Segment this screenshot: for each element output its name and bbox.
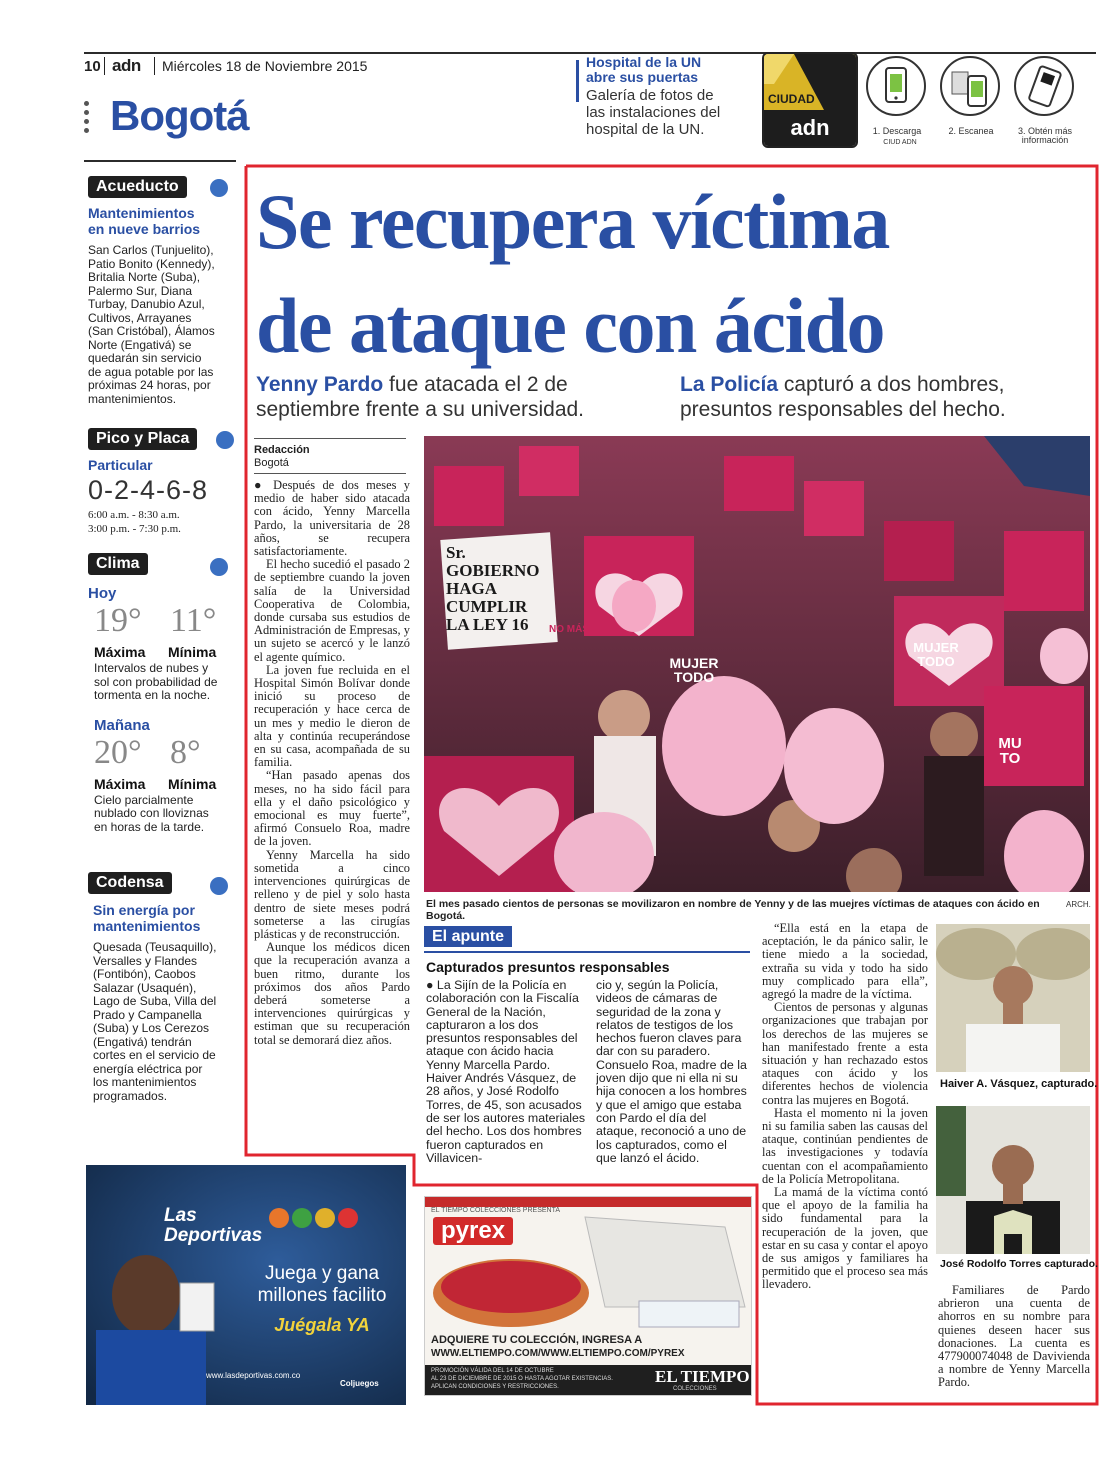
photo-caption: El mes pasado cientos de personas se movilizaron en nombre de Yenny y de las muejres víctimas de ataques con ácido en Bogotá. xyxy=(426,898,1040,922)
acueducto-line: Britalia Norte (Suba), xyxy=(88,270,201,284)
tomorrow-max: 20° xyxy=(94,733,142,771)
article-column-1 xyxy=(254,479,410,1139)
today-line: Intervalos de nubes y xyxy=(94,661,209,675)
body-paragraph: “Ella está en la etapa de aceptación, le da pánico salir, le tiene miedo a la sociedad, extraña su vida y todo ha sido muy complicado para ella”, agregó la madre de la víctima. xyxy=(762,922,928,1002)
codensa-label: Codensa xyxy=(88,872,172,894)
codensa-line: programados. xyxy=(93,1088,168,1103)
acueducto-line: quedarán sin servicio xyxy=(88,351,202,365)
today-line: tormenta en la noche. xyxy=(94,688,211,702)
deck-right-1: capturó a dos hombres, xyxy=(778,373,1005,396)
codensa-line: (Engativá) tendrán xyxy=(93,1034,192,1049)
tomorrow-line: nublado con lloviznas xyxy=(94,806,209,820)
body-paragraph: Cientos de personas y algunas organizaciones que trabajan por los derechos de las mujeres se han manifestado frente a esta situación y han rechazado estos ataques con ácido y los diferentes hechos de violencia contra las mujeres en Bogotá. xyxy=(762,1000,928,1107)
promo-text-1: Galería de fotos de xyxy=(586,87,714,104)
acueducto-line: mantenimientos. xyxy=(88,391,177,406)
step-label-1: 1. Descarga xyxy=(872,126,922,136)
protest-photo-illustration xyxy=(424,436,1090,892)
acueducto-line: (San Cristóbal), Álamos xyxy=(88,324,215,338)
codensa-line: energía eléctrica por xyxy=(93,1061,203,1076)
ad-deportivas-slogan-2: millones facilito xyxy=(257,1285,387,1306)
page-number: 10 xyxy=(84,58,101,75)
codensa-line: los mantenimientos xyxy=(93,1075,197,1089)
codensa-line: cortes en el servicio de xyxy=(93,1048,216,1062)
acueducto-label: Acueducto xyxy=(88,176,187,198)
deck-right xyxy=(680,372,1090,422)
body-paragraph: Yenny Marcella ha sido sometida a cinco intervenciones quirúrgicas de relleno y de piel y solo hasta dentro de siete meses podrá someterse a las cirugías plásticas y de reconstrucción. xyxy=(254,847,410,941)
apunte-tab xyxy=(424,928,538,946)
dateline: Miércoles 18 de Noviembre 2015 xyxy=(162,58,368,74)
body-paragraph: Hasta el momento ni la joven ni su familia saben las causas del ataque, continúan pendientes de las investigaciones y todavía cuentan con el acompañamiento de la Policía Metropolitana. xyxy=(762,1105,928,1186)
acueducto-line: Palermo Sur, Diana xyxy=(88,283,193,298)
codensa-line: Lago de Suba, Villa del xyxy=(93,994,217,1008)
pyrex-logo: pyrex xyxy=(433,1217,513,1245)
body-paragraph: El hecho sucedió el pasado 2 de septiembre cuando la joven salía de la Universidad Cooperativa de Colombia, donde cursaba sus estudios de Administración de Empresas, y un sujeto se acercó y le lanzó el agente químico. xyxy=(254,557,410,664)
codensa-line: Salazar (Usaquén), xyxy=(93,980,197,995)
ciudad-label: CIUDAD xyxy=(768,92,815,106)
body-paragraph: La mamá de la víctima contó que el apoyo de la familia ha sido fundamental para la recuperación de la joven, que estar en su casa y contar el apoyo de sus amigos y familiares ha permitido que el proceso sea más llevadero. xyxy=(762,1185,928,1292)
byline-rule-2 xyxy=(254,473,406,474)
codensa-line: Quesada (Teusaquillo), xyxy=(93,940,217,954)
acueducto-line: próximas 24 horas, por xyxy=(88,378,211,392)
section-title: Bogotá xyxy=(110,92,249,139)
today-max: 19° xyxy=(94,602,142,639)
tomorrow-line: Cielo parcialmente xyxy=(94,792,194,807)
body-paragraph: Aunque los médicos dicen que la recuperación avanza a buen ritmo, durante los próximos dos años Pardo deberá someterse a intervenciones quirúrgicas y estiman que su recuperación total se demorará diez años. xyxy=(254,940,410,1047)
deck-left-bold: Yenny Pardo xyxy=(256,373,384,396)
clima-today-label: Hoy xyxy=(88,585,117,602)
ad-deportivas-slogan-1: Juega y gana xyxy=(264,1263,380,1284)
ad-deportivas-cta[interactable]: Juégala YA xyxy=(274,1315,370,1335)
acueducto-line: Turbay, Danubio Azul, xyxy=(88,297,205,311)
byline-rule xyxy=(254,438,406,439)
deck-left xyxy=(256,372,666,422)
mugshot-1-caption: Haiver A. Vásquez, capturado. xyxy=(940,1078,1098,1090)
today-line: sol con probabilidad de xyxy=(94,674,218,689)
codensa-line: (Fontibón), Caobos xyxy=(93,967,196,981)
pico-digits: 0-2-4-6-8 xyxy=(88,475,209,505)
apunte-tab-label: El apunte xyxy=(424,926,512,947)
ad-pyrex-top: EL TIEMPO COLECCIONES PRESENTA xyxy=(431,1207,561,1214)
apunte-column-1: ● La Sijín de la Policía en colaboración con la Fiscalía General de la Nación, capturaron a los dos presuntos responsables del ataque con ácido hacia Yenny Marcella Pardo. Haiver Andrés Vásquez, de 28 años, y José Rodolfo Torres, de 45, son acusados de ser los autores materiales del hecho. Los dos hombres fueron capturados en Villavicen- xyxy=(426,979,586,1165)
pico-hours-2: 3:00 p.m. - 7:30 p.m. xyxy=(88,522,181,535)
acueducto-line: Patio Bonito (Kennedy), xyxy=(88,256,215,271)
mugshot-vasquez-photo xyxy=(936,924,1090,1072)
ad-pyrex-cta-2[interactable]: WWW.ELTIEMPO.COM/WWW.ELTIEMPO.COM/PYREX xyxy=(431,1348,685,1359)
pico-hours-1: 6:00 a.m. - 8:30 a.m. xyxy=(88,509,180,521)
photo-credit: ARCH. xyxy=(1066,900,1091,909)
deck-left-2: septiembre frente a su universidad. xyxy=(256,398,585,421)
apunte-rule xyxy=(424,951,750,953)
promo-text-2: las instalaciones del xyxy=(586,104,721,121)
byline-location: Bogotá xyxy=(254,457,289,469)
codensa-line: (Suba) y Los Cerezos xyxy=(93,1021,210,1035)
ad-pyrex-legal-2: AL 23 DE DICIEMBRE DE 2015 O HASTA AGOTAR EXISTENCIAS. xyxy=(431,1376,613,1382)
ciudad-brand: adn xyxy=(764,110,856,146)
coljuegos-logo: Coljuegos xyxy=(340,1379,379,1388)
deck-right-bold: La Policía xyxy=(680,373,779,396)
ad-pyrex[interactable] xyxy=(424,1196,752,1396)
tomorrow-min: 8° xyxy=(170,733,201,771)
tomorrow-line: en horas de la tarde. xyxy=(94,819,205,834)
step-label-2: 2. Escanea xyxy=(948,126,994,136)
codensa-subtitle-1: Sin energía por xyxy=(93,902,195,918)
promo-title-2: abre sus puertas xyxy=(586,69,699,85)
codensa-line: Versalles y Flandes xyxy=(93,953,198,968)
acueducto-subtitle-1: Mantenimientos xyxy=(88,205,195,221)
step-label-3: 3. Obtén más información xyxy=(1017,126,1073,145)
headline-line-1: Se recupera víctima xyxy=(256,178,889,265)
ad-las-deportivas[interactable] xyxy=(86,1165,406,1405)
body-paragraph: ● Después de dos meses y medio de haber sido atacada con ácido, Yenny Marcella Pardo, la universitaria de 28 años, se recupera satisfactoriamente. xyxy=(254,479,410,559)
clima-label: Clima xyxy=(88,553,148,575)
donation-note: Familiares de Pardo abrieron una cuenta de ahorros en su nombre para quienes deseen hacer sus donaciones. La cuenta es 477900074048 de Davivienda a nombre de Yenny Marcella Pardo. xyxy=(938,1284,1090,1390)
sign-text-mujer-1: MUJER TODO xyxy=(669,655,719,685)
acueducto-line: San Carlos (Tunjuelito), xyxy=(88,243,214,257)
apunte-heading: Capturados presuntos responsables xyxy=(426,959,670,975)
protest-photo xyxy=(424,436,1090,892)
ad-pyrex-legal-1: PROMOCIÓN VÁLIDA DEL 14 DE OCTUBRE xyxy=(431,1368,554,1374)
min-label: Mínima xyxy=(168,775,217,792)
promo-text-3: hospital de la UN. xyxy=(586,121,705,138)
byline-author: Redacción xyxy=(254,444,310,456)
body-paragraph: “Han pasado apenas dos meses, no ha sido fácil para ella y el daño psicológico y emocional es muy fuerte”, afirmó Consuelo Roa, madre de la joven. xyxy=(254,768,410,849)
apunte-column-2: cio y, según la Policía, videos de cámaras de seguridad de la zona y relatos de testigos de los hechos fueron claves para dar con su paradero. Consuelo Roa, madre de la joven dijo que ni ella ni su hija conocen a los hombres y que el amigo que estaba con Pardo el día del ataque, reconoció a uno de los capturados, como el que lanzó el ácido. xyxy=(596,979,747,1165)
sign-text-gobierno: Sr. GOBIERNO HAGA CUMPLIR LA LEY 16 xyxy=(446,543,540,634)
ad-deportivas-brand-1: Las xyxy=(164,1205,197,1226)
max-label: Máxima xyxy=(94,775,146,792)
acueducto-line: Norte (Engativá) se xyxy=(88,337,192,352)
store-note: CIUD ADN xyxy=(883,139,917,146)
codensa-subtitle-2: mantenimientos xyxy=(93,918,201,934)
acueducto-line: Cultivos, Arrayanes xyxy=(88,310,192,325)
clima-tomorrow-label: Mañana xyxy=(94,716,150,734)
sign-text-no-mas: NO MÁS xyxy=(549,624,589,635)
mugshot-torres-photo xyxy=(936,1106,1090,1254)
pico-subtitle: Particular xyxy=(88,457,153,473)
today-min: 11° xyxy=(170,602,217,639)
brand-logo: adn xyxy=(112,56,141,75)
article-column-3 xyxy=(762,922,928,1397)
codensa-line: Prado y Campanella xyxy=(93,1007,202,1022)
ad-deportivas-url[interactable]: www.lasdeportivas.com.co xyxy=(206,1371,301,1380)
mugshot-2-caption: José Rodolfo Torres capturado. xyxy=(940,1258,1098,1270)
el-tiempo-logo: EL TIEMPO xyxy=(655,1367,750,1386)
sign-text-mu-to: MU TO xyxy=(998,735,1022,767)
body-paragraph: La joven fue recluida en el Hospital Simón Bolívar donde inició su proceso de recuperación y hace cerca de un mes y medio le dieron de alta y continúa recuperándose en su casa, acompañada de su familia. xyxy=(254,662,410,770)
pico-label: Pico y Placa xyxy=(88,428,197,450)
headline-line-2: de ataque con ácido xyxy=(256,282,885,369)
el-tiempo-sub: COLECCIONES xyxy=(673,1386,717,1392)
max-label: Máxima xyxy=(94,644,146,660)
promo-title-1: Hospital de la UN xyxy=(586,54,702,70)
ad-deportivas-brand-2: Deportivas xyxy=(164,1225,263,1246)
acueducto-subtitle-2: en nueve barrios xyxy=(88,221,201,237)
deck-left-1: fue atacada el 2 de xyxy=(383,373,568,396)
acueducto-line: de agua potable por las xyxy=(88,364,214,379)
deck-right-2: presuntos responsables del hecho. xyxy=(680,398,1006,421)
min-label: Mínima xyxy=(168,644,217,660)
sign-text-mujer-2: MUJER TODO xyxy=(913,640,959,669)
ad-pyrex-legal-3: APLICAN CONDICIONES Y RESTRICCIONES. xyxy=(431,1384,559,1390)
ad-pyrex-cta-1: ADQUIERE TU COLECCIÓN, INGRESA A xyxy=(431,1334,643,1346)
